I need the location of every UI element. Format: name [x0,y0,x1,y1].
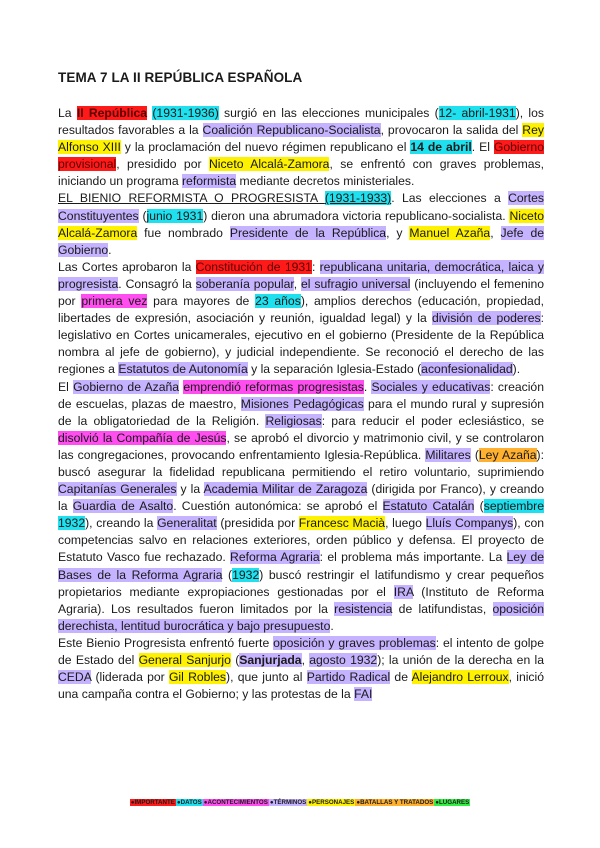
highlighted-text: Gobierno provisional [58,140,544,172]
highlighted-text: Guardia de Asalto [72,499,174,514]
text-run: ) dieron una abrumadora victoria republicano-socialista. [203,208,510,223]
text-run: (incluyendo el femenino por [58,276,545,309]
text-run: , se aprobó el divorcio y matrimonio civil, y se controlaron las congregaciones, provocando enfrentamiento Iglesia-República. [58,430,544,462]
text-run: ), creando la [85,516,158,531]
highlighted-text: Niceto Alcalá-Zamora [58,208,544,240]
text-run: : para reducir el poder eclesiástico, se [321,413,544,428]
color-legend [0,799,600,806]
legend-item: ●TÉRMINOS [269,799,307,806]
highlighted-text: (1931-1933) [324,191,392,206]
text-run: ( [470,447,479,462]
highlighted-text: Manuel Azaña [409,225,491,240]
text-run: ); la unión de la derecha en la [377,653,544,667]
text-run: ), con competencias salvo en relaciones exteriores, orden público y defensa. El proyecto de Estatuto Vasco fue rechazado. [58,516,544,565]
highlighted-text: (1931-1936) [152,106,219,120]
text-run: y la separación Iglesia-Estado ( [247,362,422,377]
legend-item: ●ACONTECIMIENTOS [203,799,268,806]
highlighted-text: soberanía popular [195,276,294,291]
paragraph [58,190,544,258]
highlighted-text: el sufragio universal [301,276,411,291]
text-run: ( [230,653,240,667]
highlighted-text: Cortes Constituyentes [58,191,544,223]
text-run: . Cuestión autonómica: se aprobó el [173,499,383,514]
text-run: ). [512,362,521,377]
legend-item: ●IMPORTANTE [130,799,175,806]
highlighted-text: Capitanías Generales [58,482,177,497]
text-run: : el intento de golpe de Estado del [58,635,544,667]
text-run: , luego [385,516,426,531]
paragraph [58,379,544,635]
highlighted-text: reformista [181,174,237,189]
highlighted-text: Misiones Pedagógicas [240,396,364,411]
highlighted-text: Militares [425,447,471,462]
highlighted-text: primera vez [81,294,148,309]
document-page [58,70,544,703]
highlighted-text: Coalición Republicano-Socialista [202,123,381,138]
text-run: La [58,106,77,120]
text-run: (presidida por [216,516,299,531]
highlighted-text: división de poderes [431,311,541,326]
highlighted-text: Ley de Bases de la Reforma Agraria [58,550,545,582]
highlighted-text: CEDA [58,670,92,685]
text-run: : [311,259,320,274]
highlighted-text: FAI [354,687,373,702]
highlighted-text: Ley Azaña [478,447,537,462]
highlighted-text: disolvió la Compañía de Jesús [58,430,227,445]
highlighted-text: aconfesionalidad [421,362,513,377]
text-run: , y [386,225,410,240]
text-run: ) buscó restringir el latifundismo y crear pequeños propietarios mediante expropiaciones gestionadas por el [58,567,545,599]
legend-item: ●DATOS [176,799,202,806]
highlighted-text: II República [76,106,148,120]
highlighted-text: republicana unitaria, democrática, laica y progresista [58,259,544,291]
text-run: , presidido por [116,157,209,172]
highlighted-text: 1932 [232,567,260,582]
highlighted-text: Academia Militar de Zaragoza [203,482,368,497]
highlighted-text: Estatuto Catalán [382,499,475,514]
highlighted-text: agosto 1932 [309,653,378,667]
text-run: ( [474,499,484,514]
text-run: : creación de escuelas, plazas de maestro, [58,379,544,411]
highlighted-text: Generalitat [157,516,217,531]
text-run: . Las elecciones a [391,191,509,206]
text-run: EL BIENIO REFORMISTA O PROGRESISTA [58,191,325,206]
highlighted-text: Sociales y educativas [371,379,491,394]
text-run: de [390,670,412,685]
text-run: . El [471,140,494,155]
text-run: El [58,379,74,394]
text-run: y la proclamación del nuevo régimen republicano el [120,140,411,155]
paragraph [58,259,544,379]
highlighted-text: 12- abril-1931 [438,106,516,120]
text-run: (liderada por [91,670,169,685]
text-run: : el problema más importante. La [319,550,507,565]
text-run: . [363,379,372,394]
text-run: , inició una campaña contra el Gobierno; y las protestas de la [58,670,545,702]
highlighted-text: 14 de abril [410,140,472,155]
highlighted-text: Presidente de la República [229,225,387,240]
highlighted-text: Rey Alfonso XIII [58,123,544,155]
highlighted-text: Francesc Macià [298,516,386,531]
text-run: (dirigida por Franco), y creando la [58,482,544,514]
highlighted-text: Lluís Companys [425,516,514,531]
highlighted-text: Religiosas [265,413,322,428]
document-body [58,105,544,703]
text-run: ): buscó asegurar la fidelidad republicana permitiendo el retiro voluntario, suprimiendo [58,447,544,479]
highlighted-text: Jefe de Gobierno [58,225,545,257]
legend-item: ●PERSONAJES [308,799,355,806]
text-run: de latifundistas, [392,601,493,616]
highlighted-text: Sanjurjada [239,653,302,667]
text-run: mediante decretos ministeriales. [236,174,415,189]
highlighted-text: Reforma Agraria [230,550,320,565]
text-run: ), amplios derechos (educación, propiedad, libertades de expresión, asociación y reunión, igualdad legal) y la [58,294,544,326]
text-run: ), los resultados favorables a la [58,106,544,138]
text-run: , provocaron la salida del [380,123,523,138]
highlighted-text: Niceto Alcalá-Zamora [208,157,330,172]
highlighted-text: Gil Robles [168,670,227,685]
highlighted-text: 23 años [255,294,301,309]
text-run: , [301,653,310,667]
highlighted-text: Constitución de 1931 [195,259,312,274]
highlighted-text: Alejandro Lerroux [411,670,509,685]
text-run: surgió en las elecciones municipales ( [218,106,439,120]
text-run: y la [176,482,204,497]
highlighted-text: emprendió reformas progresistas [183,379,364,394]
text-run: ( [222,567,233,582]
text-run: fue nombrado [137,225,230,240]
text-run: , se enfrentó con graves problemas, iniciando un programa [58,157,544,189]
highlighted-text: IRA [393,584,414,599]
text-run: , [293,276,302,291]
text-run: Este Bienio Progresista enfrentó fuerte [58,635,274,650]
text-run: para mayores de [147,294,256,309]
document-title: TEMA 7 LA II REPÚBLICA ESPAÑOLA [58,70,303,85]
text-run: . Consagró la [118,276,196,291]
highlighted-text: Gobierno de Azaña [73,379,180,394]
text-run: ( [138,208,147,223]
highlighted-text: oposición derechista, lentitud burocrática y bajo presupuesto [58,601,544,633]
text-run: : legislativo en Cortes unicamerales, ejecutivo en el gobierno (Presidente de la República nombra al jefe de gobierno), y judicial independiente. Se reconoció el derecho de las regiones a [58,311,544,377]
text-run: , [490,225,501,240]
legend-item: ●LUGARES [435,799,470,806]
text-run: para el mundo rural y supresión de la obligatoriedad de la Religión. [58,396,544,428]
highlighted-text: resistencia [334,601,393,616]
highlighted-text: Partido Radical [306,670,391,685]
text-run: ), que junto al [226,670,307,685]
text-run: . [108,242,112,257]
highlighted-text: oposición y graves problemas [273,635,436,650]
highlighted-text: junio 1931 [146,208,204,223]
text-run: . [330,618,334,633]
highlighted-text: Estatutos de Autonomía [118,362,248,377]
legend-item: ●BATALLAS Y TRATADOS [356,799,434,806]
highlighted-text: septiembre 1932 [58,499,545,531]
text-run: (Instituto de Reforma Agraria). Los resultados fueron limitados por la [58,584,544,616]
paragraph [58,635,544,703]
highlighted-text: General Sanjurjo [138,653,231,667]
text-run: Las Cortes aprobaron la [58,259,196,274]
paragraph [58,105,544,190]
